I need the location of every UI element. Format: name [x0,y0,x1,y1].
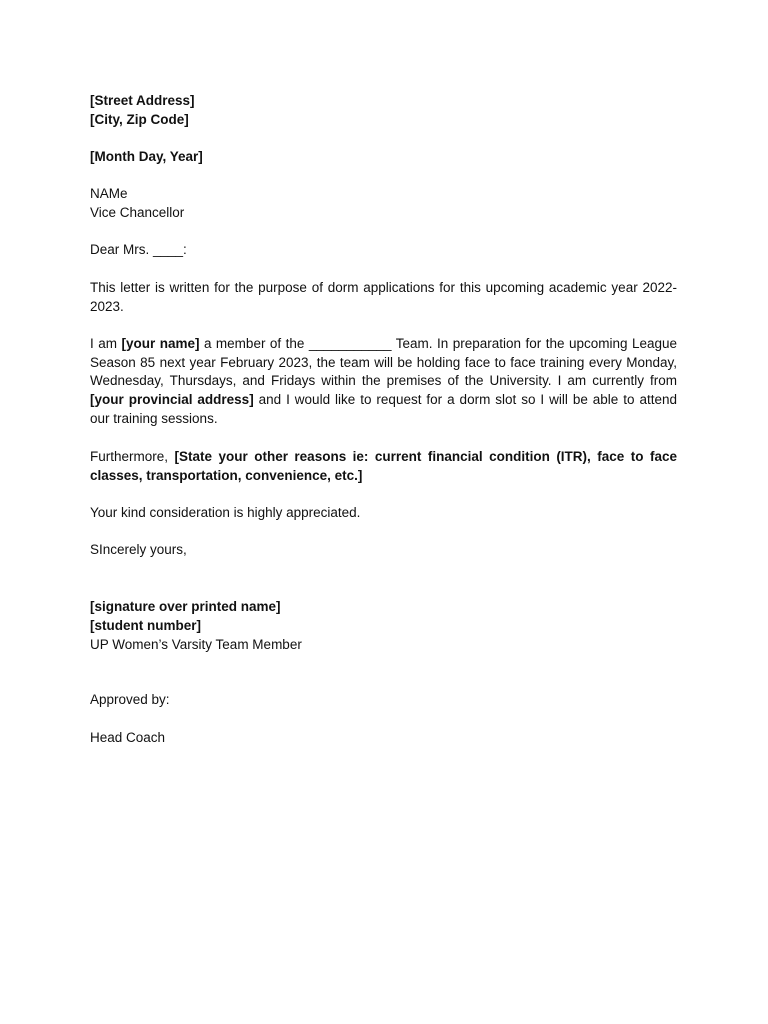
recipient-title: Vice Chancellor [90,205,185,220]
signature-line: [signature over printed name] [90,599,281,614]
p2-text-1: I am [90,336,122,351]
your-name-placeholder: [your name] [121,336,200,351]
body-paragraph-2 [90,335,677,429]
provincial-address-placeholder: [your provincial address] [90,392,254,408]
salutation: Dear Mrs. ____: [90,242,187,257]
sender-city-zip: [City, Zip Code] [90,112,189,127]
recipient-name: NAMe [90,186,128,201]
student-number: [student number] [90,618,201,633]
closing: SIncerely yours, [90,542,187,557]
other-reasons-placeholder: [State your other reasons ie: current financial condition (ITR), face to face classes, transportation, convenience, etc.] [90,449,677,483]
p3-text-1: Furthermore, [90,449,175,464]
body-paragraph-1: This letter is written for the purpose of dorm applications for this upcoming academic year 2022-2023. [90,280,677,314]
body-paragraph-3 [90,448,677,485]
approver-title: Head Coach [90,730,166,745]
sender-role: UP Women’s Varsity Team Member [90,637,302,652]
body-paragraph-4: Your kind consideration is highly appreciated. [90,505,361,520]
sender-street: [Street Address] [90,93,195,108]
letter-date: [Month Day, Year] [90,149,203,164]
p2-text-2: a member of the ___________ Team. In preparation for the upcoming League Season 85 next year February 2023, the team will be holding face to face training every Monday, Wednesday, Thursdays, and Fridays within the premises of the University. I am currently from [90,336,678,389]
p2-text-3: and I would like to request for a dorm slot so I will be able to attend our training sessions. [90,392,677,426]
approval-label: Approved by: [90,692,170,707]
